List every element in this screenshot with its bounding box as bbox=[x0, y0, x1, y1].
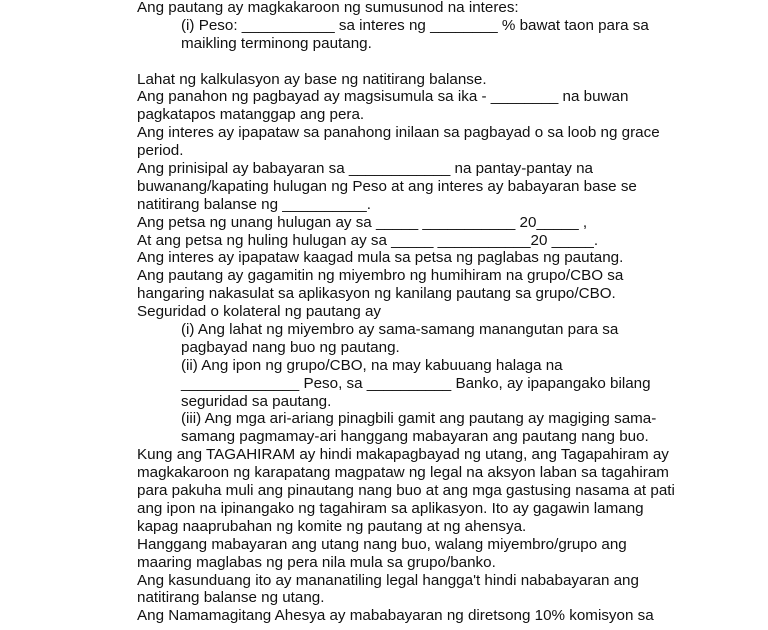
text-line: (ii) Ang ipon ng grupo/CBO, na may kabuuang halaga na bbox=[181, 356, 563, 374]
text-line: Ang interes ay ipapataw kaagad mula sa petsa ng paglabas ng pautang. bbox=[137, 249, 624, 267]
document-body bbox=[137, 0, 757, 625]
text-line: Ang pautang ay magkakaroon ng sumusunod na interes: bbox=[137, 0, 519, 16]
text-line: Ang Namamagitang Ahesya ay mababayaran ng diretsong 10% komisyon sa bbox=[137, 607, 654, 625]
text-line: magkakaroon ng karapatang magpataw ng legal na aksyon laban sa tagahiram bbox=[137, 464, 669, 482]
text-line: Ang interes ay ipapataw sa panahong inilaan sa pagbayad o sa loob ng grace bbox=[137, 124, 660, 142]
text-line: period. bbox=[137, 142, 184, 160]
blank-line bbox=[137, 53, 757, 71]
text-line: pagkatapos matanggap ang pera. bbox=[137, 106, 365, 124]
text-line: Seguridad o kolateral ng pautang ay bbox=[137, 303, 382, 321]
text-line: At ang petsa ng huling hulugan ay sa _____ ___________20 _____. bbox=[137, 231, 599, 249]
text-line: ______________ Peso, sa __________ Banko, ay ipapangako bilang bbox=[181, 374, 651, 392]
text-line: natitirang balanse ng utang. bbox=[137, 589, 325, 607]
text-line: maaring maglabas ng pera nila mula sa grupo/banko. bbox=[137, 553, 496, 571]
text-line: Ang panahon ng pagbayad ay magsisumula sa ika - ________ na buwan bbox=[137, 88, 629, 106]
text-line: samang pagmamay-ari hanggang mabayaran ang pautang nang buo. bbox=[181, 428, 649, 446]
text-line: kapag naaprubahan ng komite ng pautang at ng ahensya. bbox=[137, 517, 527, 535]
text-line: (i) Ang lahat ng miyembro ay sama-samang manangutan para sa bbox=[181, 321, 619, 339]
text-line: ang ipon na ipinangako ng tagahiram sa aplikasyon. Ito ay gagawin lamang bbox=[137, 499, 644, 517]
text-line: (iii) Ang mga ari-ariang pinagbili gamit ang pautang ay magiging sama- bbox=[181, 410, 657, 428]
text-line: Ang petsa ng unang hulugan ay sa _____ ___________ 20_____ , bbox=[137, 213, 588, 231]
text-line: hangaring nakasulat sa aplikasyon ng kanilang pautang sa grupo/CBO. bbox=[137, 285, 616, 303]
text-line: (i) Peso: ___________ sa interes ng ________ % bawat taon para sa bbox=[181, 16, 649, 34]
text-line: Ang kasunduang ito ay mananatiling legal hangga't hindi nababayaran ang bbox=[137, 571, 639, 589]
text-line: Kung ang TAGAHIRAM ay hindi makapagbayad ng utang, ang Tagapahiram ay bbox=[137, 446, 669, 464]
text-line: Hanggang mabayaran ang utang nang buo, walang miyembro/grupo ang bbox=[137, 535, 627, 553]
text-line: natitirang balanse ng __________. bbox=[137, 195, 371, 213]
text-line: Ang prinisipal ay babayaran sa ____________ na pantay-pantay na bbox=[137, 160, 593, 178]
text-line: maikling terminong pautang. bbox=[181, 34, 372, 52]
text-line: Lahat ng kalkulasyon ay base ng natitirang balanse. bbox=[137, 70, 487, 88]
text-line: seguridad sa pautang. bbox=[181, 392, 332, 410]
text-line: Ang pautang ay gagamitin ng miyembro ng humihiram na grupo/CBO sa bbox=[137, 267, 624, 285]
text-line: pagbayad nang buo ng pautang. bbox=[181, 338, 400, 356]
text-line: para pakuha muli ang pinautang nang buo at ang mga gastusing nasama at pati bbox=[137, 482, 675, 500]
text-line: buwanang/kapating hulugan ng Peso at ang interes ay babayaran base se bbox=[137, 177, 637, 195]
